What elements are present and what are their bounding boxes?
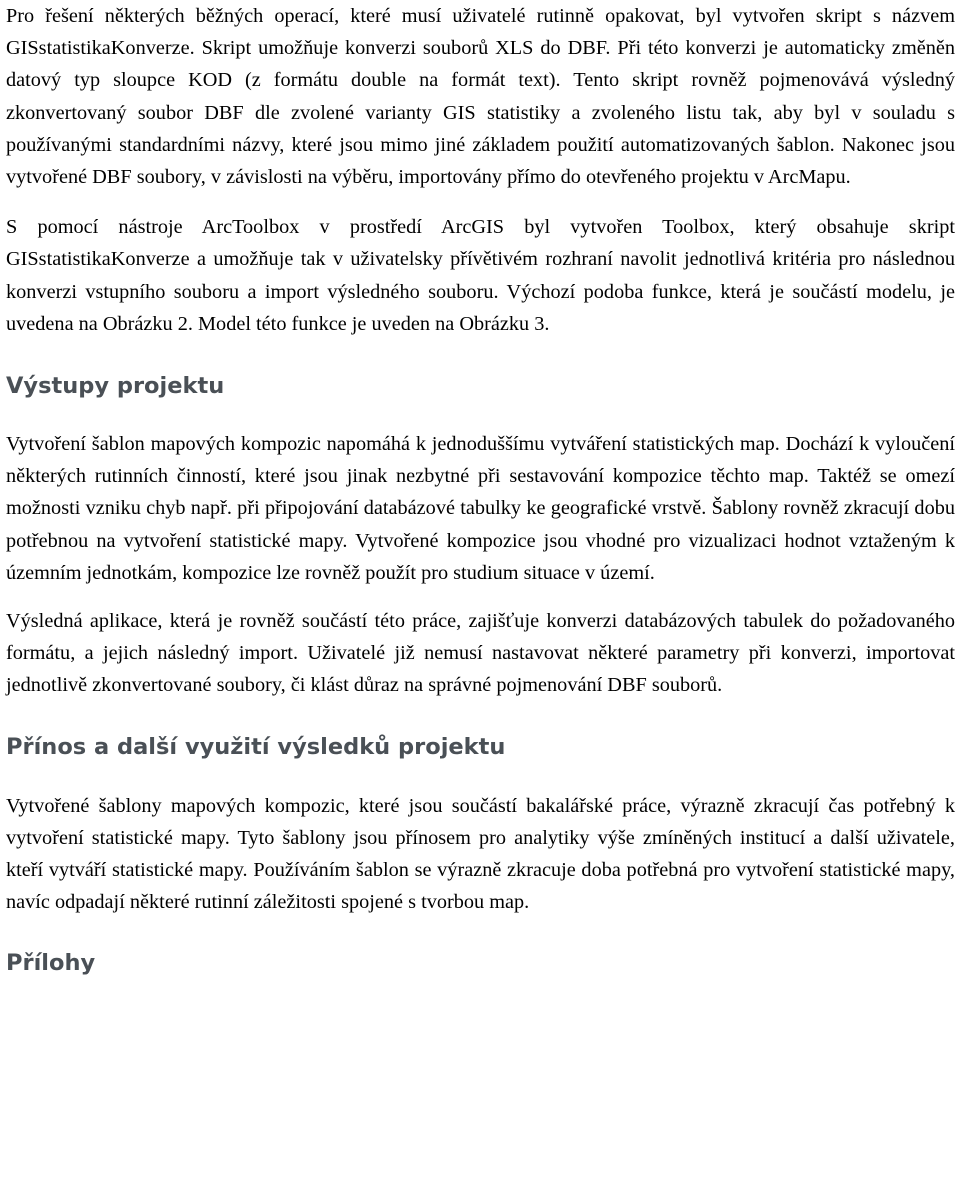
- heading-project-benefits: Přínos a další využití výsledků projektu: [6, 733, 506, 760]
- heading-attachments: Přílohy: [6, 950, 96, 977]
- paragraph-arctoolbox: S pomocí nástroje ArcToolbox v prostředí ArcGIS byl vytvořen Toolbox, který obsahuje skript GISstatistikaKonverze a umožňuje tak v uživatelsky přívětivém rozhraní navolit jednotlivá kritéria pro následnou konverzi vstupního souboru a import výsledného souboru. Výchozí podoba funkce, která je součástí modelu, je uvedena na Obrázku 2. Model této funkce je uveden na Obrázku 3.: [6, 216, 955, 335]
- paragraph-map-templates: Vytvoření šablon mapových kompozic napomáhá k jednoduššímu vytváření statistických map. Dochází k vyloučení některých rutinních činností, které jsou jinak nezbytné při sestavování kompozice těchto map. Taktéž se omezí možnosti vzniku chyb např. při připojování databázové tabulky ke geografické vrstvě. Šablony rovněž zkracují dobu potřebnou na vytvoření statistické mapy. Vytvořené kompozice jsou vhodné pro vizualizaci hodnot vztaženým k územním jednotkám, kompozice lze rovněž použít pro studium situace v území.: [6, 433, 955, 584]
- heading-project-outputs: Výstupy projektu: [6, 373, 225, 400]
- paragraph-benefits: Vytvořené šablony mapových kompozic, které jsou součástí bakalářské práce, výrazně zkracují čas potřebný k vytvoření statistické mapy. Tyto šablony jsou přínosem pro analytiky výše zmíněných institucí a další uživatele, kteří vytváří statistické mapy. Používáním šablon se výrazně zkracuje doba potřebná pro vytvoření statistické mapy, navíc odpadají některé rutinní záležitosti spojené s tvorbou map.: [6, 794, 955, 914]
- paragraph-resulting-application: Výsledná aplikace, která je rovněž součástí této práce, zajišťuje konverzi databázových tabulek do požadovaného formátu, a jejich následný import. Uživatelé již nemusí nastavovat některé parametry při konverzi, importovat jednotlivě zkonvertované soubory, či klást důraz na správné pojmenování DBF souborů.: [6, 610, 955, 697]
- paragraph-gisstatistika-script: Pro řešení některých běžných operací, které musí uživatelé rutinně opakovat, byl vytvořen skript s názvem GISstatistikaKonverze. Skript umožňuje konverzi souborů XLS do DBF. Při této konverzi je automaticky změněn datový typ sloupce KOD (z formátu double na formát text). Tento skript rovněž pojmenovává výsledný zkonvertovaný soubor DBF dle zvolené varianty GIS statistiky a zvoleného listu tak, aby byl v souladu s používanými standardními názvy, které jsou mimo jiné základem použití automatizovaných šablon. Nakonec jsou vytvořené DBF soubory, v závislosti na výběru, importovány přímo do otevřeného projektu v ArcMapu.: [6, 5, 955, 189]
